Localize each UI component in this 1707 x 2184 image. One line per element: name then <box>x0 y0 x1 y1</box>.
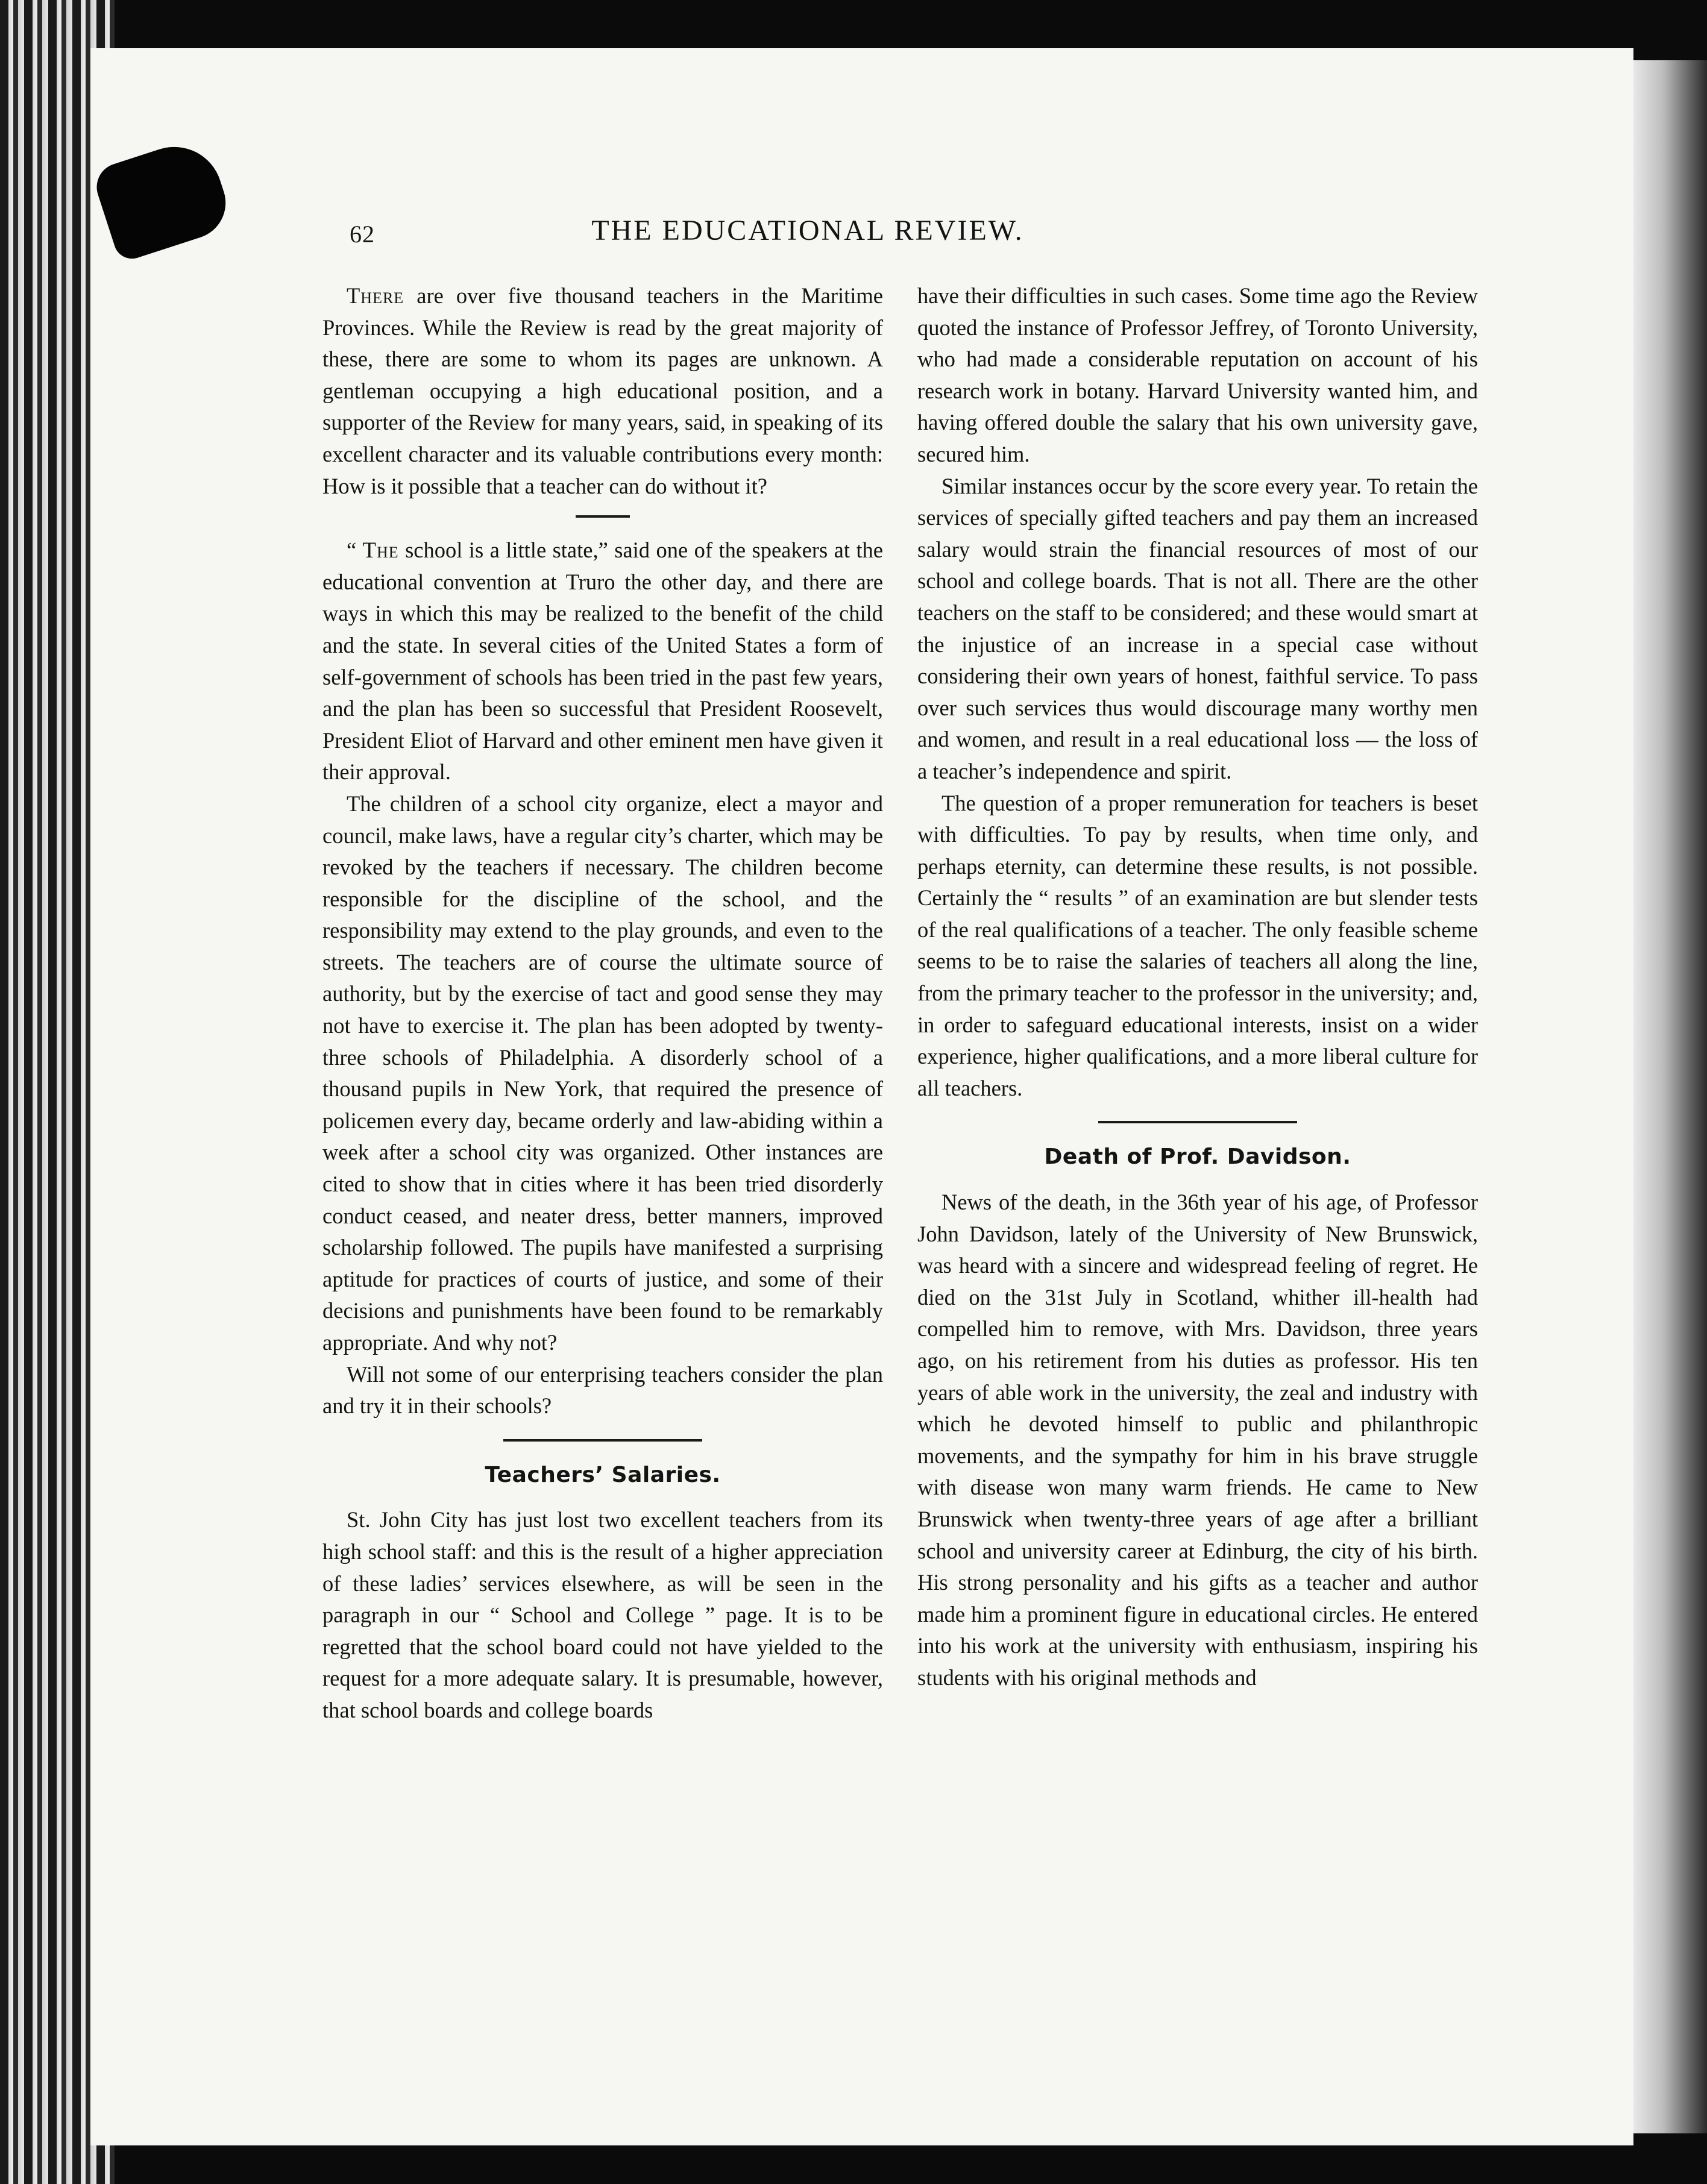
scan-page-edge <box>1633 60 1707 2133</box>
lead-word: There <box>347 283 404 308</box>
page-header <box>90 215 1633 268</box>
paragraph-consider-plan: Will not some of our enterprising teachers consider the plan and try it in their schools? <box>322 1361 883 1419</box>
section-divider <box>576 515 630 518</box>
heading-death-davidson: Death of Prof. Davidson. <box>1044 1144 1351 1170</box>
section-divider <box>1098 1121 1297 1123</box>
journal-title: THE EDUCATIONAL REVIEW. <box>591 215 1024 246</box>
lead-word: The <box>362 538 399 563</box>
paragraph-review-readers <box>322 280 883 502</box>
section-divider <box>503 1439 702 1442</box>
left-column <box>322 280 883 1727</box>
page-number: 62 <box>350 221 375 248</box>
paragraph-text: school is a little state,” said one of the speakers at the educational convention at Truro the other day, and there are ways in which this may be realized to the benefit of the child and the state. In several cities of the United States a form of self-government of schools has been tried in the past few years, and the plan has been so successful that President Roosevelt, President Eliot of Harvard and other eminent men have given it their approval. <box>322 538 883 785</box>
paragraph-davidson: News of the death, in the 36th year of his age, of Professor John Davidson, lately of the University of New Brunswick, was heard with a sincere and widespread feeling of regret. He died on the 31st July in Scotland, whither ill-health had compelled him to remove, with Mrs. Davidson, three years ago, on his retirement from his duties as professor. His ten years of able work in the university, the zeal and industry with which he devoted himself to public and philanthropic movements, and the sympathy for him in his brave struggle with disease won many warm friends. He came to New Brunswick when twenty-three years of age after a brilliant school and university career at Edinburg, the city of his birth. His strong personality and his gifts as a teacher and author made him a prominent figure in educational circles. He entered into his work at the university with enthusiasm, inspiring his students with his original methods and <box>917 1190 1478 1690</box>
heading-teachers-salaries: Teachers’ Salaries. <box>485 1462 721 1487</box>
paragraph-text: are over five thousand teachers in the Maritime Provinces. While the Review is read by the great majority of these, there are some to whom its pages are unknown. A gentleman occupying a high educational position, and a supporter of the Review for many years, said, in speaking of its excellent character and its valuable contributions every month: How is it possible that a teacher can do without it? <box>322 283 883 498</box>
paragraph-salaries-continued: have their difficulties in such cases. Some time ago the Review quoted the instance of Professor Jeffrey, of Toronto University, who had made a considerable reputation on account of his research work in botany. Harvard University wanted him, and having offered double the salary that his own university gave, secured him. <box>917 283 1478 466</box>
right-column <box>917 280 1478 1694</box>
paragraph-school-state <box>322 535 883 788</box>
document-page <box>90 48 1633 2145</box>
paragraph-school-city: The children of a school city organize, elect a mayor and council, make laws, have a regular city’s charter, which may be revoked by the teachers if necessary. The children become responsible for the discipline of the school, and the responsibility may extend to the play grounds, and even to the streets. The teachers are of course the ultimate source of authority, but by the exercise of tact and good sense they may not have to exercise it. The plan has been adopted by twenty-three schools of Philadelphia. A disorderly school of a thousand pupils in New York, that required the presence of policemen every day, became orderly and law-abiding within a week after a school city was organized. Other instances are cited to show that in cities where it has been tried disorderly conduct ceased, and neater dress, better manners, improved scholarship followed. The pupils have manifested a surprising aptitude for practices of courts of justice, and some of their decisions and punishments have been found to be remarkably appropriate. And why not? <box>322 791 883 1355</box>
paragraph-remuneration: The question of a proper remuneration for teachers is beset with difficulties. To pay by results, when time only, and perhaps eternity, can determine these results, is not possible. Certainly the “ results ” of an examination are but slender tests of the real qualifications of a teacher. The only feasible scheme seems to be to raise the salaries of teachers all along the line, from the primary teacher to the professor in the university; and, in order to safeguard educational interests, insist on a wider experience, higher qualifications, and a more liberal culture for all teachers. <box>917 790 1478 1100</box>
paragraph-similar-instances: Similar instances occur by the score every year. To retain the services of specially gifted teachers and pay them an increased salary would strain the financial resources of most of our school and college boards. That is not all. There are the other teachers on the staff to be considered; and these would smart at the injustice of an increase in a special case without considering their own years of honest, faithful service. To pass over such services thus would discourage many worthy men and women, and result in a real educational loss — the loss of a teacher’s independence and spirit. <box>917 473 1478 783</box>
open-quote: “ <box>347 538 363 563</box>
paragraph-st-john: St. John City has just lost two excellent teachers from its high school staff: and this is the result of a higher appreciation of these ladies’ services elsewhere, as will be seen in the paragraph in our “ School and College ” page. It is to be regretted that the school board could not have yielded to the request for a more adequate salary. It is presumable, however, that school boards and college boards <box>322 1507 883 1722</box>
